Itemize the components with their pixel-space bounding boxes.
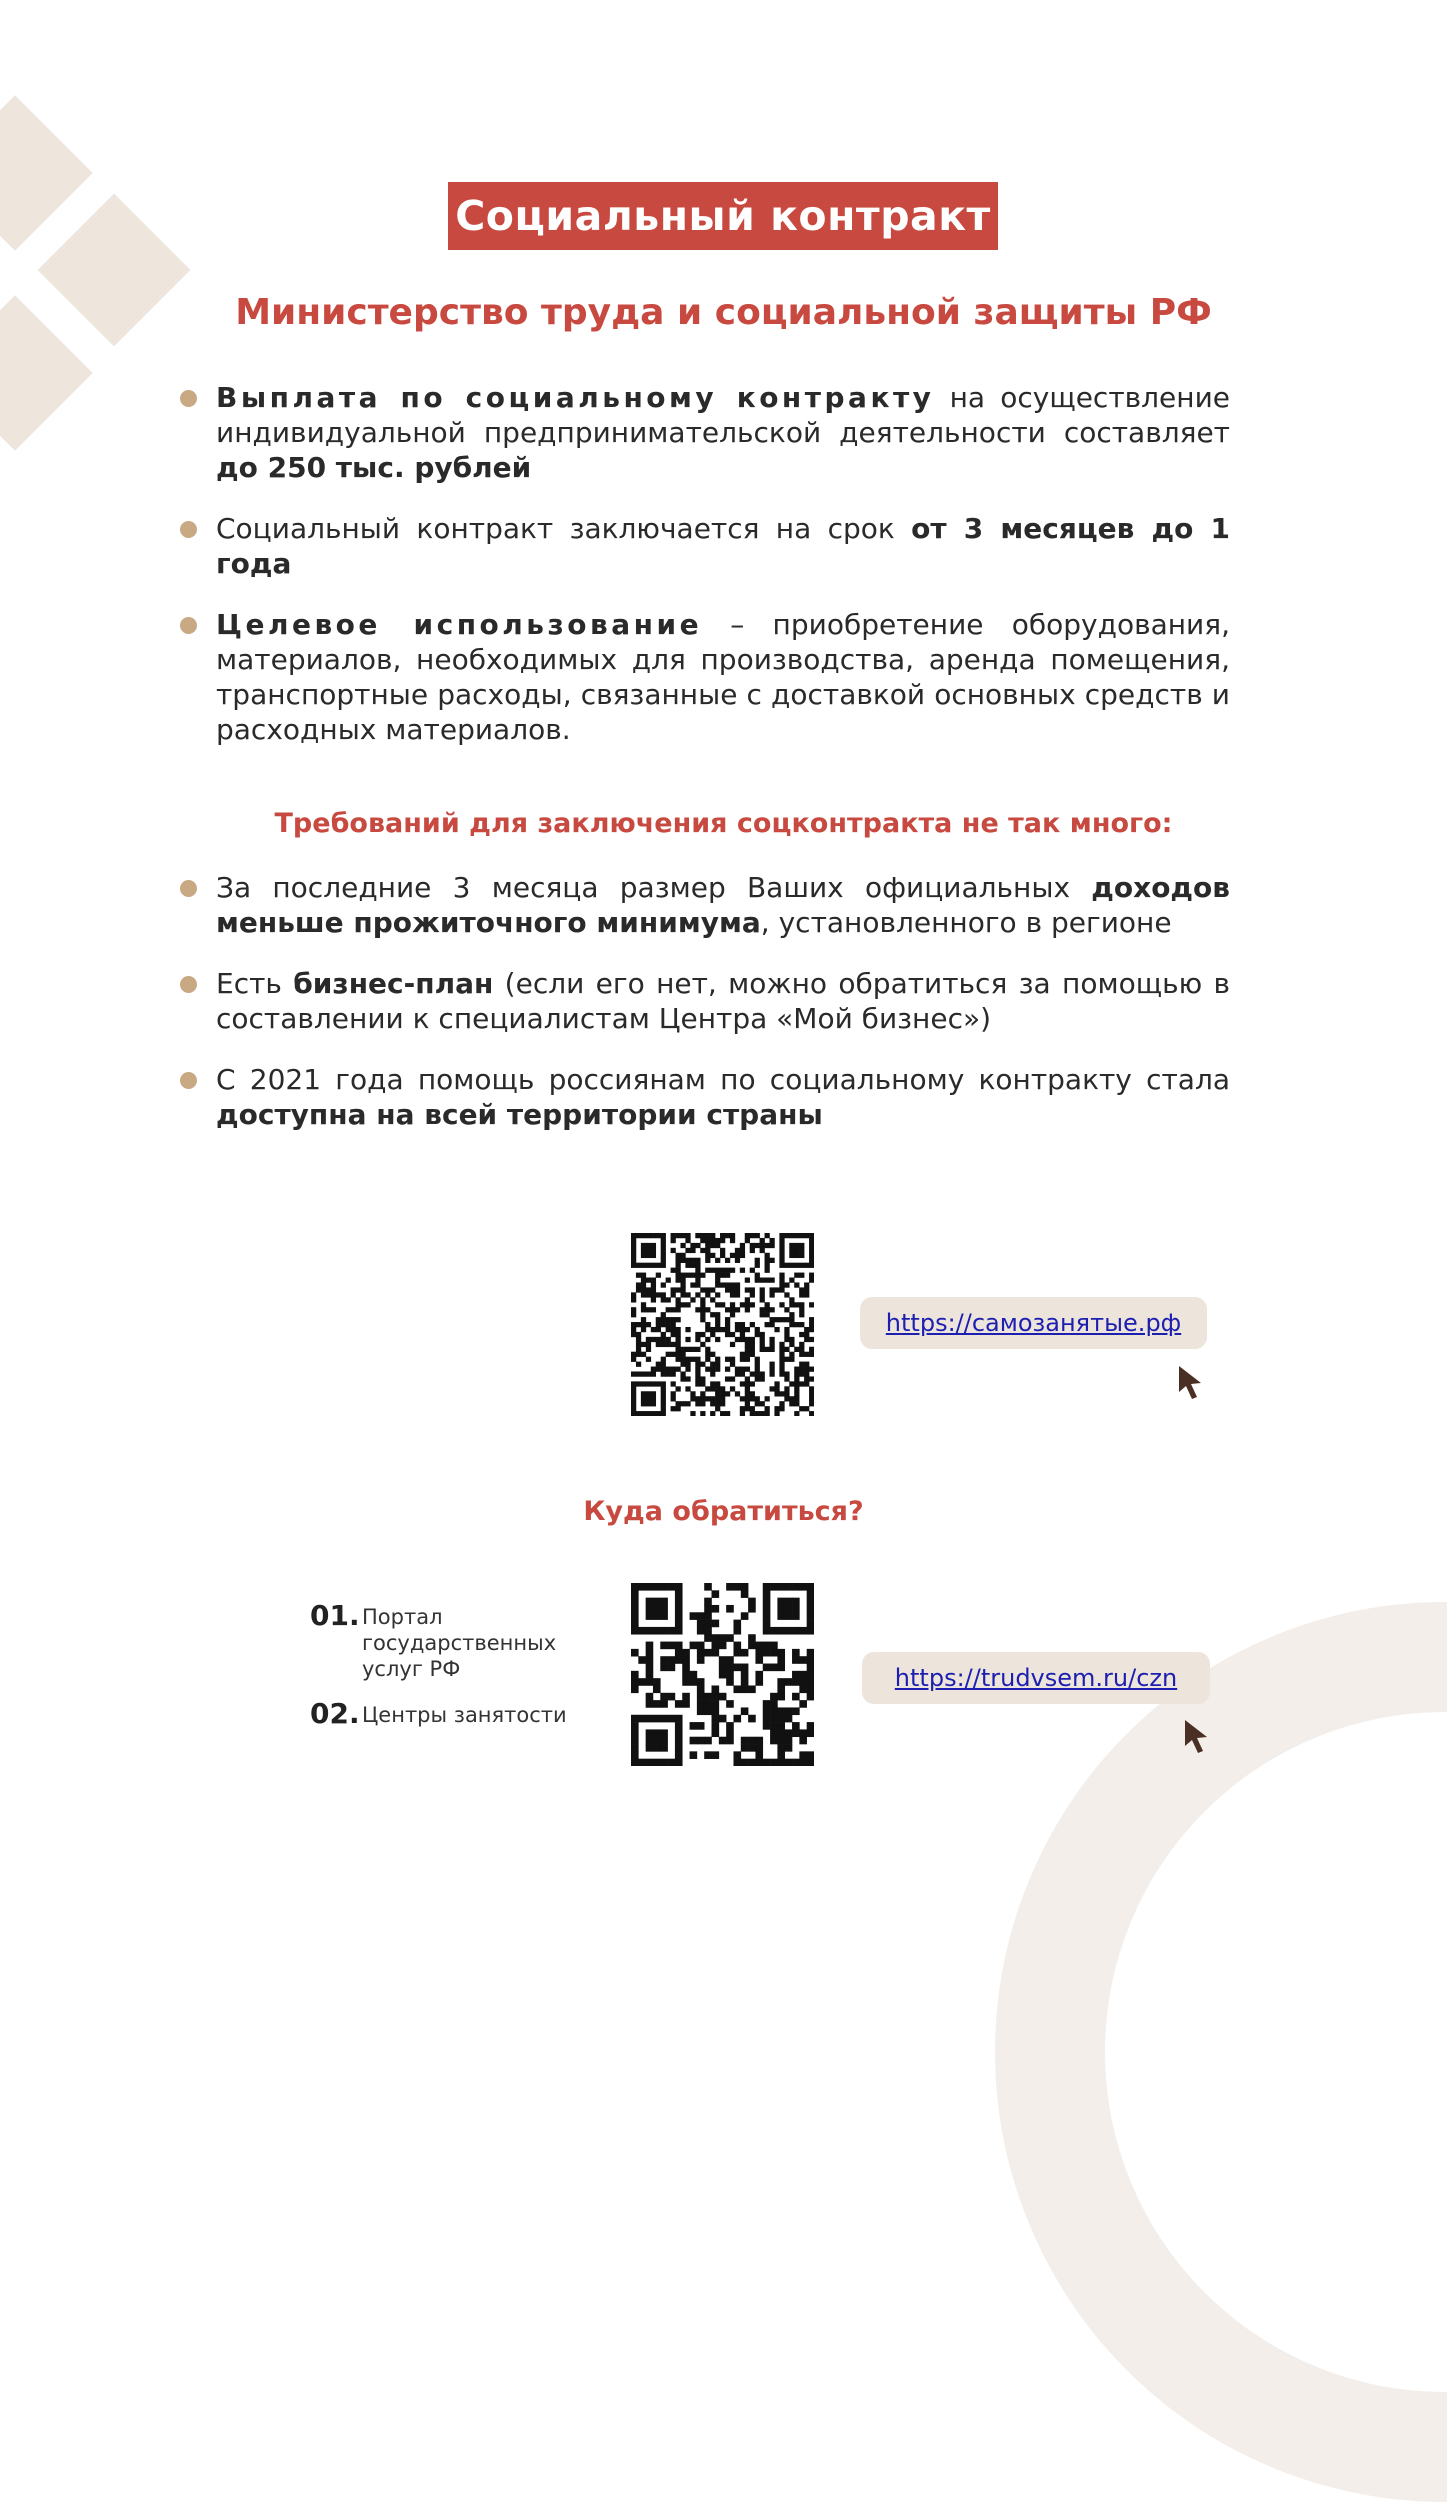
item-strong: бизнес-план [293, 967, 494, 1000]
list-item [180, 966, 1230, 1036]
item-strong: Выплата по социальному контракту [216, 381, 935, 414]
cursor-arrow-icon [1182, 1718, 1212, 1756]
step-number: 01. [310, 1599, 360, 1632]
bullet-icon [180, 390, 197, 407]
item-strong: Целевое использование [216, 608, 703, 641]
benefits-list [180, 380, 1230, 773]
page-title: Социальный контракт [448, 182, 998, 250]
item-strong-2: до 250 тыс. рублей [216, 451, 532, 484]
qr-code-trudvsem[interactable] [631, 1583, 814, 1766]
ministry-heading: Министерство труда и социальной защиты РФ [235, 292, 1212, 333]
qr-code-samozanyatye[interactable] [631, 1233, 814, 1416]
item-strong: доходов меньше прожиточного минимума [216, 871, 1230, 939]
item-text: Есть [216, 967, 294, 1000]
step-label: Центры занятости [362, 1703, 567, 1727]
list-item [180, 607, 1230, 747]
qr-pattern [631, 1233, 814, 1416]
qr-pattern [631, 1583, 814, 1766]
requirements-heading: Требований для заключения соцконтракта не так много: [274, 808, 1173, 839]
item-text: – приобретение оборудования, материалов, необходимых для производства, аренда помещения, транспортные расходы, связанные с доставкой основных средств и расходных материалов. [216, 608, 1230, 746]
steps-list [310, 1600, 610, 1746]
bullet-icon [180, 1072, 197, 1089]
item-text-2: , установленного в регионе [760, 906, 1172, 939]
decor-arc [995, 1602, 1447, 2502]
item-strong: доступна на всей территории страны [216, 1098, 823, 1131]
cursor-arrow-icon [1176, 1364, 1206, 1402]
requirements-list [180, 870, 1230, 1158]
item-text: За последние 3 месяца размер Ваших официальных [216, 871, 1092, 904]
bullet-icon [180, 521, 197, 538]
step-item [310, 1698, 610, 1730]
step-number: 02. [310, 1697, 360, 1730]
item-text: на осуществление индивидуальной предпринимательской деятельности составляет [216, 381, 1230, 449]
link-trudvsem[interactable]: https://trudvsem.ru/czn [862, 1652, 1210, 1704]
item-text: Социальный контракт заключается на срок [216, 512, 912, 545]
step-item [310, 1600, 610, 1682]
where-heading: Куда обратиться? [583, 1496, 864, 1527]
step-label: Портал государственных услуг РФ [362, 1605, 557, 1681]
item-text-2: (если его нет, можно обратиться за помощью в составлении к специалистам Центра «Мой бизнес») [216, 967, 1230, 1035]
list-item [180, 870, 1230, 940]
list-item [180, 1062, 1230, 1132]
link-samozanyatye[interactable]: https://самозанятые.рф [860, 1297, 1207, 1349]
list-item [180, 511, 1230, 581]
list-item [180, 380, 1230, 485]
item-strong: от 3 месяцев до 1 года [216, 512, 1231, 580]
bullet-icon [180, 617, 197, 634]
bullet-icon [180, 976, 197, 993]
bullet-icon [180, 880, 197, 897]
item-text: С 2021 года помощь россиянам по социальному контракту стала [216, 1063, 1230, 1096]
